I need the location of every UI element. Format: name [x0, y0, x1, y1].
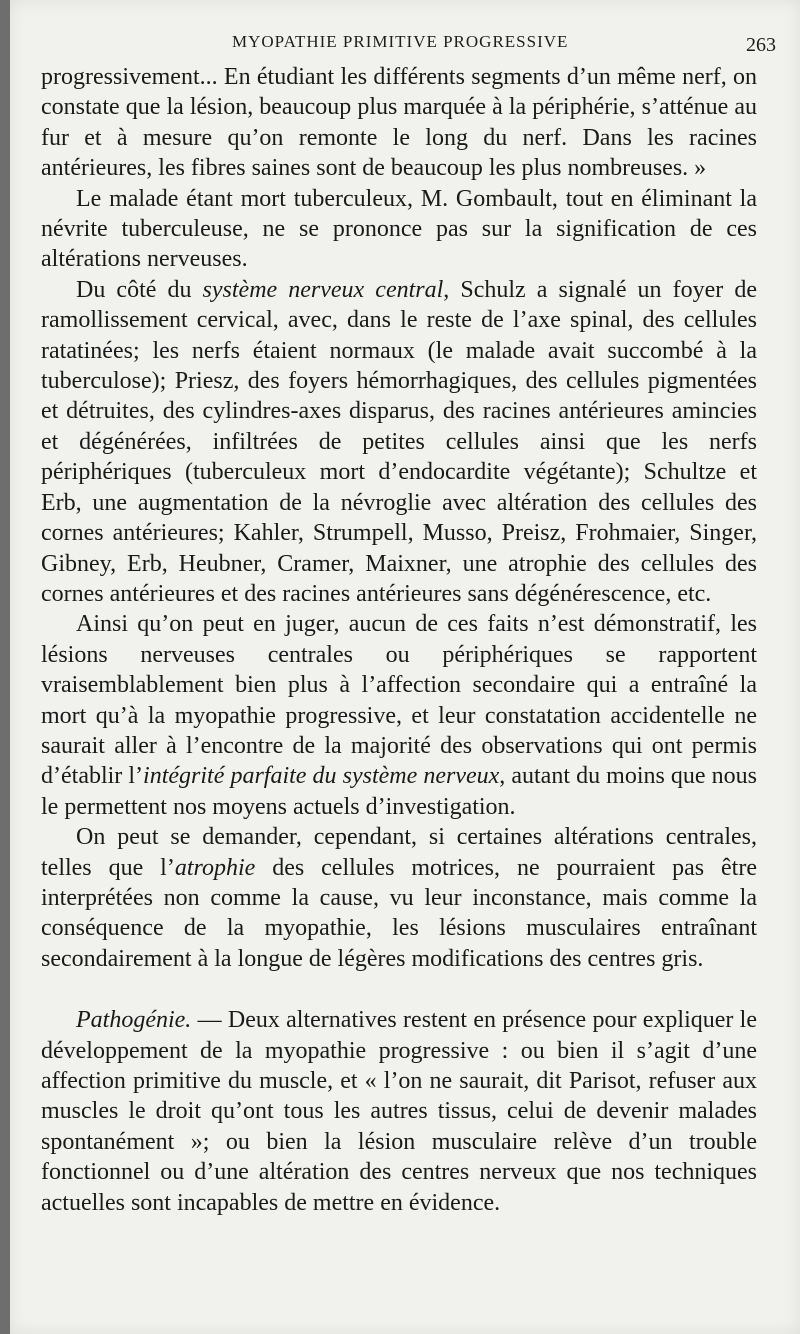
text-run: , Schulz a signalé un foyer de ramollissement cervical, avec, dans le reste de l’axe spinal, des cellules ratatinées; les nerfs étaient normaux (le malade avait succombé à la tuberculose); Priesz, des foyers hémorrhagiques, des cellules pigmentées et détruites, des cylindres-axes disparus, des racines antérieures amincies et dégénérées, infiltrées de petites cellules ainsi que les nerfs périphériques (tuberculeux mort d’endocardite végétante); Schultze et Erb, une augmentation de la névroglie avec altération des cellules des cornes antérieures; Kahler, Strumpell, Musso, Preisz, Frohmaier, Singer, Gibney, Erb, Heubner, Cramer, Maixner, une atrophie des cellules des cornes antérieures et des racines antérieures sans dégénérescence, etc. [41, 276, 757, 607]
paragraph [41, 62, 757, 184]
text-run: Ainsi qu’on peut en juger, aucun de ces faits n’est démonstratif, les lésions nerveuses centrales ou périphériques se rapportent vraisemblablement bien plus à l’affection secondaire qui a entraîné la mort qu’à la myopathie progressive, et leur constatation accidentelle ne saurait aller à l’encontre de la majorité des observations qui ont permis d’établir l’ [41, 611, 757, 790]
running-title: MYOPATHIE PRIMITIVE PROGRESSIVE [232, 32, 569, 51]
paragraph [41, 609, 757, 822]
book-page [10, 0, 800, 1334]
text-run: , autant du moins que nous le permettent nos moyens actuels d’investigation. [41, 763, 758, 820]
paragraph [41, 184, 757, 275]
text-run: Du côté du [76, 276, 203, 303]
italic-text: atrophie [174, 854, 256, 881]
text-run: — Deux alternatives restent en présence pour expliquer le développement de la myopathie progressive : ou bien il s’agit d’une affection primitive du muscle, et « l’on ne saurait, dit Parisot, refuser aux muscles le droit qu’ont tous les autres tissus, celui de devenir malades spontanément »; ou bien la lésion musculaire relève d’un trouble fonctionnel ou d’une altération des centres nerveux que nos techniques actuelles sont incapables de mettre en évidence. [41, 1007, 757, 1216]
page-body [41, 62, 757, 1218]
text-run: Le malade étant mort tuberculeux, M. Gombault, tout en éliminant la névrite tuberculeuse, ne se prononce pas sur la signification de ces altérations nerveuses. [41, 185, 757, 273]
text-run: des cellules motrices, ne pourraient pas être interprétées non comme la cause, vu leur inconstance, mais comme la conséquence de la myopathie, les lésions musculaires entraînant secondairement à la longue de légères modifications des centres gris. [41, 854, 757, 972]
paragraph [41, 275, 757, 609]
text-run: progressivement... En étudiant les différents segments d’un même nerf, on constate que la lésion, beaucoup plus marquée à la périphérie, s’atténue au fur et à mesure qu’on remonte le long du nerf. Dans les racines antérieures, les fibres saines sont de beaucoup les plus nombreuses. » [41, 64, 757, 182]
page-number: 263 [746, 34, 776, 56]
italic-text: Pathogénie. [76, 1007, 192, 1034]
text-run: On peut se demander, cependant, si certaines altérations centrales, telles que l’ [41, 824, 757, 881]
running-header [10, 30, 800, 56]
italic-text: intégrité parfaite du système nerveux [143, 763, 500, 790]
paragraph [41, 1005, 757, 1218]
paragraph [41, 822, 757, 974]
italic-text: système nerveux central [202, 276, 444, 303]
